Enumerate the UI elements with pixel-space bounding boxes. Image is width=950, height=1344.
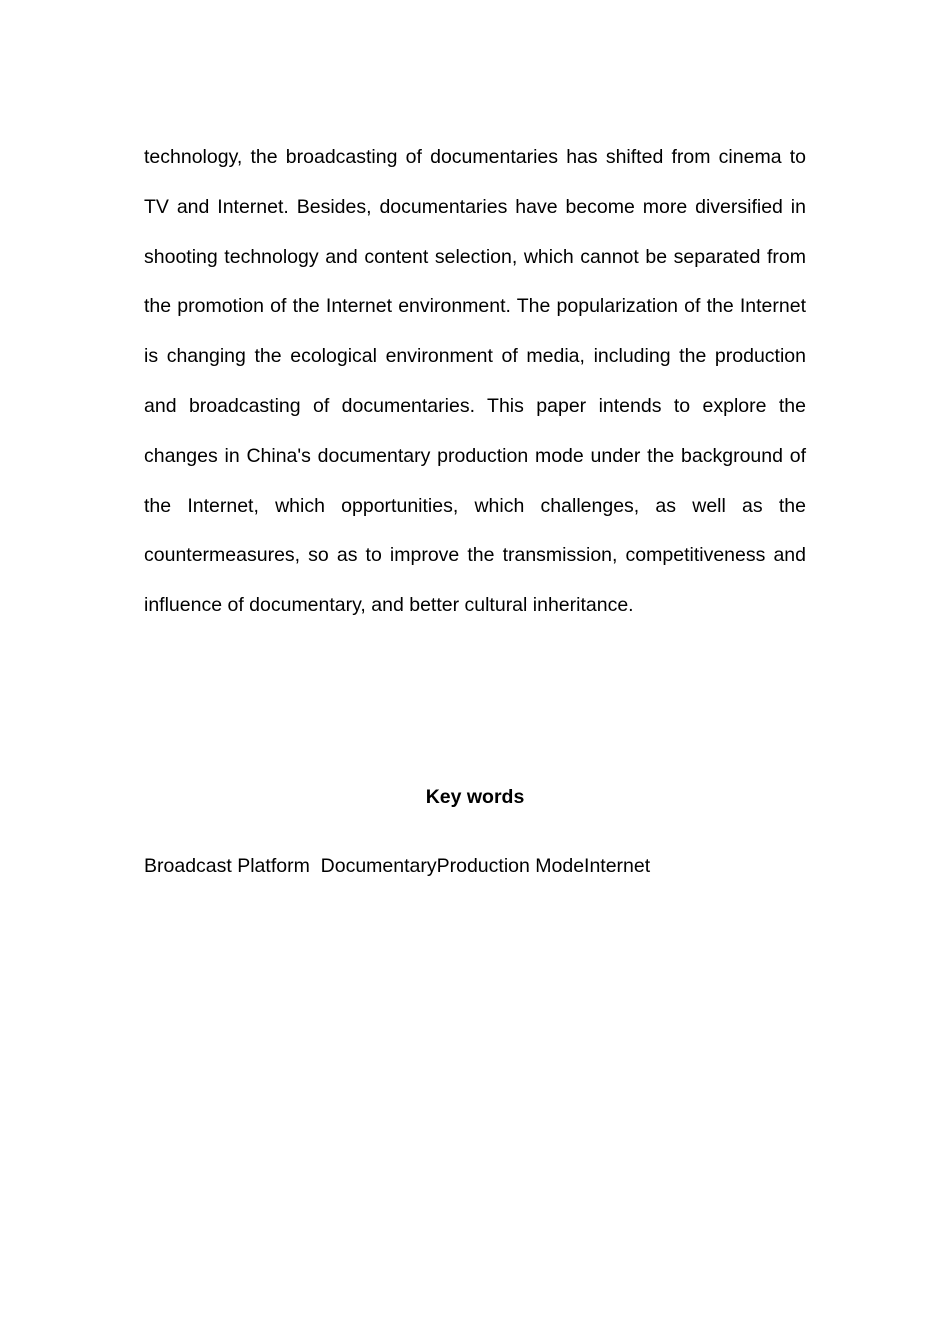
keywords-list: Broadcast Platform DocumentaryProduction ModeInternet: [144, 855, 651, 877]
keywords-heading: Key words: [425, 786, 525, 808]
abstract-paragraph: technology, the broadcasting of documentaries has shifted from cinema to TV and Internet. Besides, documentaries have become more diversified in shooting technology and content selection, which cannot be separated from the promotion of the Internet environment. The popularization of the Internet is changing the ecological environment of media, including the production and broadcasting of documentaries. This paper intends to explore the changes in China's documentary production mode under the background of the Internet, which opportunities, which challenges, as well as the countermeasures, so as to improve the transmission, competitiveness and influence of documentary, and better cultural inheritance.: [144, 146, 806, 617]
